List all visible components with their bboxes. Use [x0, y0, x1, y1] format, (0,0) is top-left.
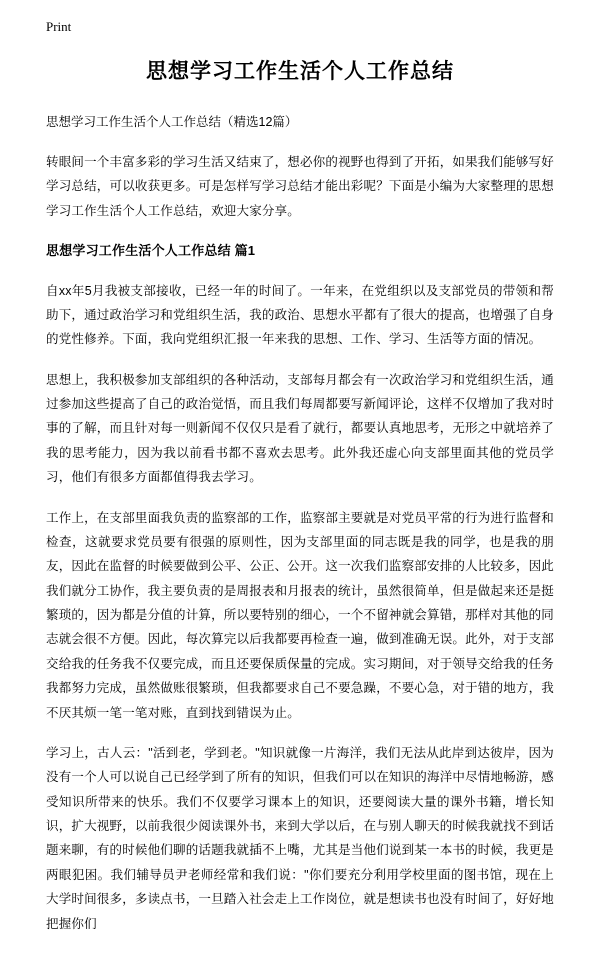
intro-paragraph: 转眼间一个丰富多彩的学习生活又结束了，想必你的视野也得到了开拓，如果我们能够写好学习总结，可以收获更多。可是怎样写学习总结才能出彩呢？下面是小编为大家整理的思想学习工作生活个人工作总结，欢迎大家分享。 [46, 154, 555, 218]
body-paragraph-3: 工作上，在支部里面我负责的监察部的工作，监察部主要就是对党员平常的行为进行监督和检查，这就要求党员要有很强的原则性，因为支部里面的同志既是我的同学，也是我的朋友，因此在监督的时候要做到公平、公正、公开。这一次我们监察部安排的人比较多，因此我们就分工协作，我主要负责的是周报表和月报表的统计，虽然很简单，但是做起来还是挺繁琐的，因为都是分值的计算，所以要特别的细心，一个不留神就会算错，那样对其他的同志就会很不方便。因此，每次算完以后我都要再检查一遍，做到准确无误。此外，对于支部交给我的任务我不仅要完成，而且还要保质保量的完成。实习期间，对于领导交给我的任务我都努力完成，虽然做账很繁琐，但我都要求自己不要急躁，不要心急，对于错的地方，我不厌其烦一笔一笔对账，直到找到错误为止。 [46, 510, 555, 720]
print-button[interactable]: Print [46, 19, 72, 34]
body-paragraph-1: 自xx年5月我被支部接收，已经一年的时间了。一年来，在党组织以及支部党员的带领和帮助下，通过政治学习和党组织生活，我的政治、思想水平都有了很大的提高，也增强了自身的党性修养。下面，我向党组织汇报一年来我的思想、工作、学习、生活等方面的情况。 [46, 283, 555, 347]
document-subtitle: 思想学习工作生活个人工作总结（精选12篇） [46, 114, 298, 129]
body-paragraph-2: 思想上，我积极参加支部组织的各种活动，支部每月都会有一次政治学习和党组织生活，通过参加这些提高了自己的政治觉悟，而且我们每周都要写新闻评论，这样不仅增加了我对时事的了解，而且针对每一则新闻不仅仅只是看了就行，都要认真地思考，无形之中就培养了我的思考能力，因为我以前看书都不喜欢去思考。此外我还虚心向支部里面其他的党员学习，他们有很多方面都值得我去学习。 [46, 372, 555, 485]
section-heading-1: 思想学习工作生活个人工作总结 篇1 [46, 243, 256, 259]
body-paragraph-4: 学习上，古人云："活到老，学到老。"知识就像一片海洋，我们无法从此岸到达彼岸，因为没有一个人可以说自己已经学到了所有的知识，但我们可以在知识的海洋中尽情地畅游，感受知识所带来的快乐。我们不仅要学习课本上的知识，还要阅读大量的课外书籍，增长知识，扩大视野，以前我很少阅读课外书，来到大学以后，在与别人聊天的时候我就找不到话题来聊，有的时候他们聊的话题我就插不上嘴，尤其是当他们说到某一本书的时候，我更是两眼犯困。我们辅导员尹老师经常和我们说："你们要充分利用学校里面的图书馆，现在上大学时间很多，多读点书，一旦踏入社会走上工作岗位，就是想读书也没有时间了，好好地把握你们 [46, 745, 555, 931]
page-title: 思想学习工作生活个人工作总结 [146, 59, 454, 83]
